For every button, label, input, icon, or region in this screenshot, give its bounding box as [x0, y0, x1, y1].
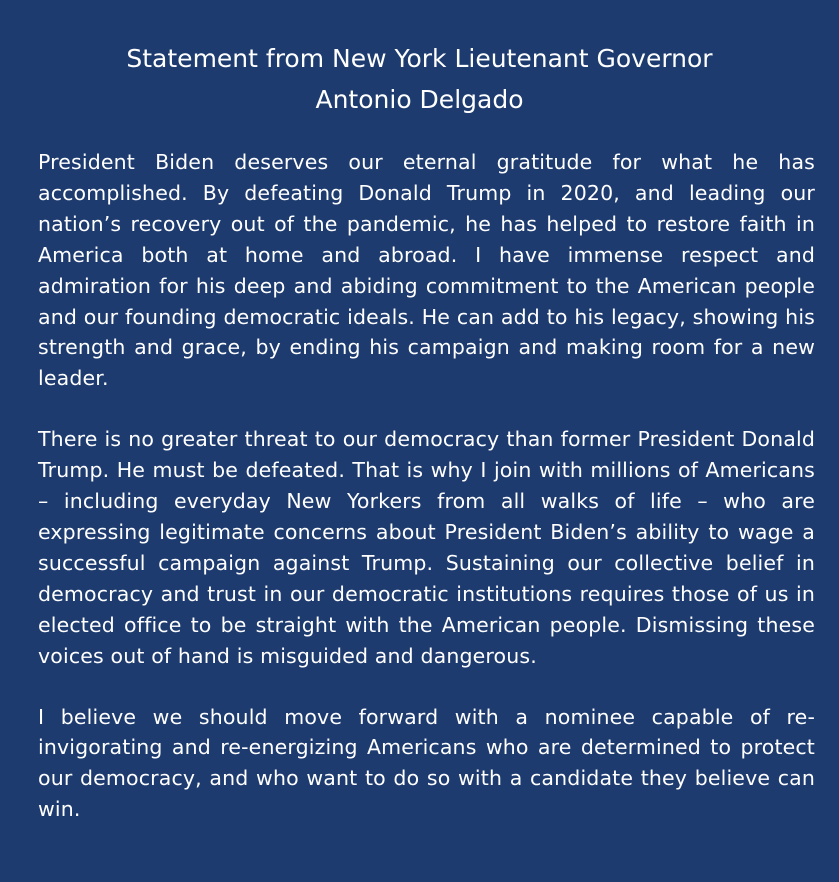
statement-paragraph-2: There is no greater threat to our democracy than former President Donald Trump. He must be defeated. That is why I join with millions of Americans – including everyday New Yorkers from all walks of life – who are expressing legitimate concerns about President Biden’s ability to wage a successful campaign against Trump. Sustaining our collective belief in democracy and trust in our democratic institutions requires those of us in elected office to be straight with the American people. Dismissing these voices out of hand is misguided and dangerous. [38, 427, 815, 668]
title-line-1: Statement from New York Lieutenant Governor [126, 44, 713, 73]
statement-body [38, 147, 815, 825]
title-line-2: Antonio Delgado [315, 85, 524, 114]
statement-paragraph-1: President Biden deserves our eternal gratitude for what he has accomplished. By defeating Donald Trump in 2020, and leading our nation’s recovery out of the pandemic, he has helped to restore faith in America both at home and abroad. I have immense respect and admiration for his deep and abiding commitment to the American people and our founding democratic ideals. He can add to his legacy, showing his strength and grace, by ending his campaign and making room for a new leader. [38, 150, 815, 391]
statement-title [38, 38, 815, 120]
statement-paragraph-3: I believe we should move forward with a nominee capable of re-invigorating and re-energizing Americans who are determined to protect our democracy, and who want to do so with a candidate they believe can win. [38, 704, 815, 822]
